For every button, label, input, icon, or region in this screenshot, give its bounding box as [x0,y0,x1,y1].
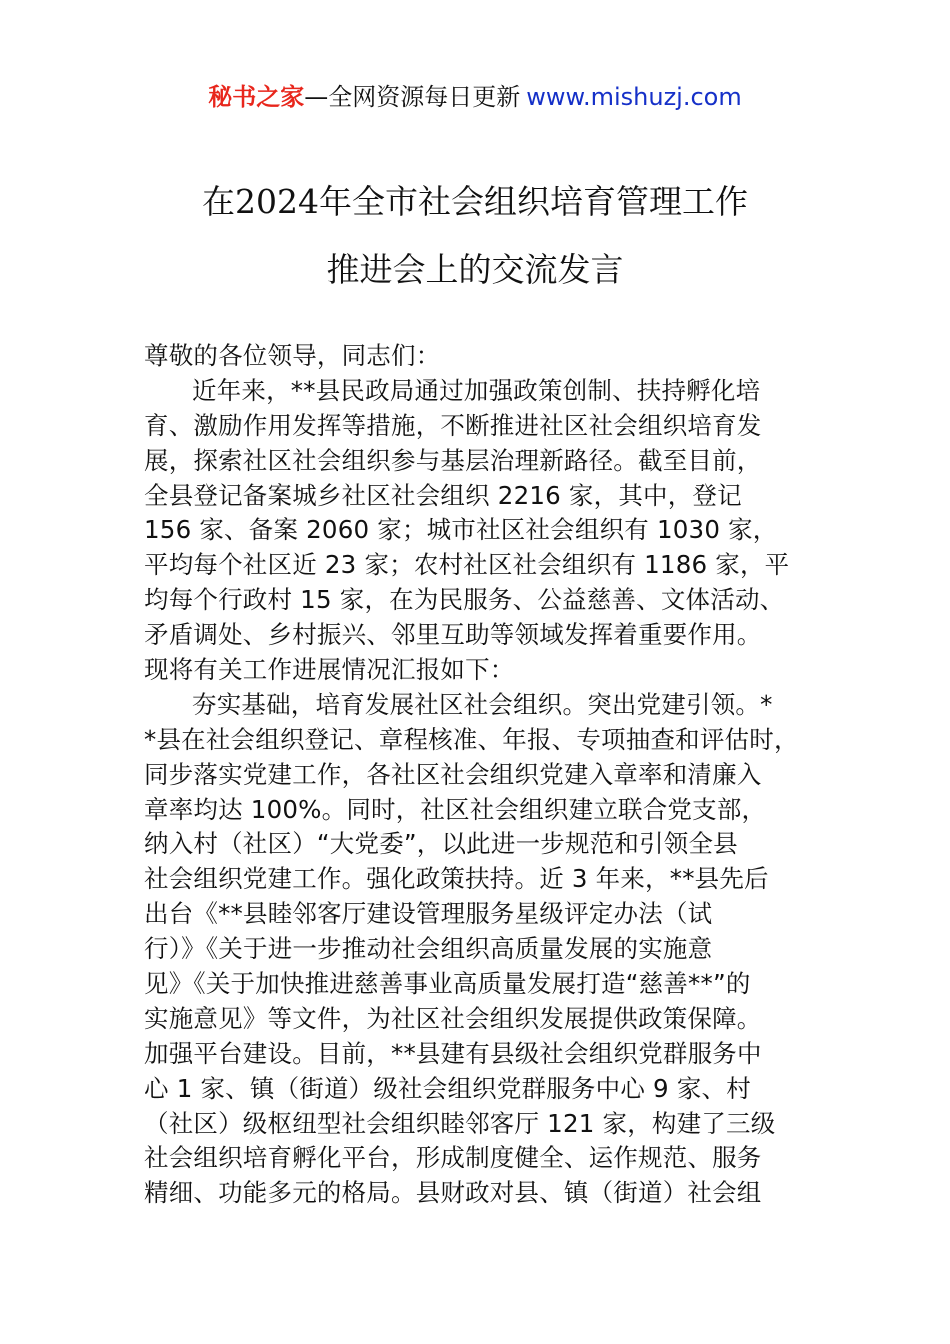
paragraph-line: 育、激励作用发挥等措施，不断推进社区社会组织培育发 [144,410,762,440]
paragraph-line: 156 家、备案 2060 家；城市社区社会组织有 1030 家， [144,515,778,545]
document-title-line-2: 推进会上的交流发言 [326,250,624,289]
site-brand: 秘书之家 [208,83,305,111]
paragraph-line: 同步落实党建工作，各社区社会组织党建入章率和清廉入 [144,759,762,789]
paragraph-line: 章率均达 100%。同时，社区社会组织建立联合党支部， [144,794,767,824]
paragraph-line: 加强平台建设。目前，**县建有县级社会组织党群服务中 [144,1038,762,1068]
paragraph-line: 全县登记备案城乡社区社会组织 2216 家，其中，登记 [144,480,742,510]
paragraph-line: 精细、功能多元的格局。县财政对县、镇（街道）社会组 [144,1178,762,1208]
paragraph-line: 出台《**县睦邻客厅建设管理服务星级评定办法（试 [144,899,713,929]
paragraph-line: 心 1 家、镇（街道）级社会组织党群服务中心 9 家、村 [144,1073,751,1103]
site-header [0,80,950,114]
document-title-line-1: 在2024年全市社会组织培育管理工作 [202,182,748,221]
paragraph-line: 均每个行政村 15 家，在为民服务、公益慈善、文体活动、 [144,585,785,615]
paragraph-line: 平均每个社区近 23 家；农村社区社会组织有 1186 家，平 [144,550,790,580]
paragraph-line: *县在社会组织登记、章程核准、年报、专项抽查和评估时， [144,724,799,754]
site-url-link[interactable]: www.mishuzj.com [526,83,742,111]
paragraph-line: 现将有关工作进展情况汇报如下： [144,655,515,685]
paragraph-line: 见》《关于加快推进慈善事业高质量发展打造“慈善**”的 [144,969,751,999]
document-body [144,339,844,1211]
salutation-line: 尊敬的各位领导，同志们： [144,341,441,370]
paragraph-line: 社会组织培育孵化平台，形成制度健全、运作规范、服务 [144,1143,762,1173]
paragraph-line: 实施意见》等文件，为社区社会组织发展提供政策保障。 [144,1003,762,1033]
paragraph-line: 纳入村（社区）“大党委”，以此进一步规范和引领全县 [144,829,738,859]
site-tagline: —全网资源每日更新 [304,83,521,111]
paragraph-line: 矛盾调处、乡村振兴、邻里互助等领域发挥着重要作用。 [144,620,762,650]
paragraph-line: 展，探索社区社会组织参与基层治理新路径。截至目前， [144,445,762,475]
paragraph-line: 夯实基础，培育发展社区社会组织。突出党建引领。* [192,689,773,719]
paragraph-line: 行）》《关于进一步推动社会组织高质量发展的实施意 [144,934,713,964]
paragraph-line: （社区）级枢纽型社会组织睦邻客厅 121 家，构建了三级 [144,1108,776,1138]
paragraph-line: 近年来，**县民政局通过加强政策创制、扶持孵化培 [192,375,761,405]
paragraph-line: 社会组织党建工作。强化政策扶持。近 3 年来，**县先后 [144,864,769,894]
